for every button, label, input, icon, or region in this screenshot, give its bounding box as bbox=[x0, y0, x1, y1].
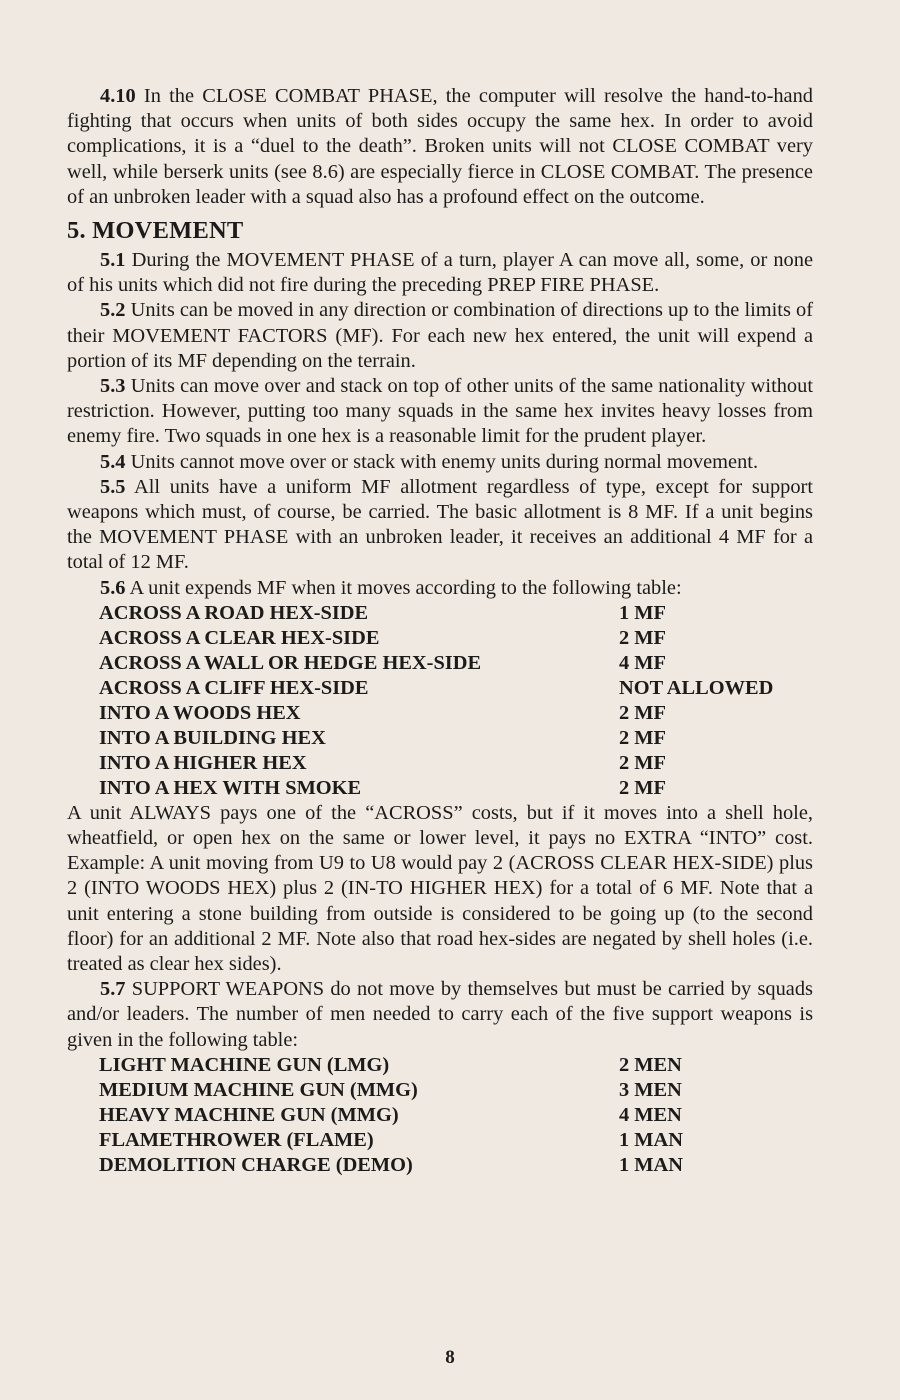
table-row bbox=[99, 1103, 813, 1128]
table-row bbox=[99, 751, 813, 776]
table-key: MEDIUM MACHINE GUN (MMG) bbox=[99, 1078, 418, 1101]
table-key: ACROSS A WALL OR HEDGE HEX-SIDE bbox=[99, 651, 482, 674]
table-row bbox=[99, 601, 813, 626]
paragraph-5-6 bbox=[67, 576, 813, 601]
table-value: 4 MF bbox=[619, 651, 666, 674]
table-value: 2 MF bbox=[619, 776, 666, 799]
paragraph-after-table: A unit ALWAYS pays one of the “ACROSS” costs, but if it moves into a shell hole, wheatfield, or open hex on the same or lower level, it pays no EXTRA “INTO” cost. Example: A unit moving from U9 to U8 would pay 2 (ACROSS CLEAR HEX-SIDE) plus 2 (INTO WOODS HEX) plus 2 (IN-TO HIGHER HEX) for a total of 6 MF. Note that a unit entering a stone building from outside is considered to be going up (to the second floor) for an additional 2 MF. Note also that road hex-sides are negated by shell holes (i.e. treated as clear hex sides). bbox=[67, 801, 813, 976]
table-row bbox=[99, 726, 813, 751]
paragraph-number: 5.4 bbox=[100, 450, 126, 473]
table-value: 2 MF bbox=[619, 726, 666, 749]
table-key: INTO A WOODS HEX bbox=[99, 701, 301, 724]
table-value: 1 MAN bbox=[619, 1153, 683, 1176]
table-key: INTO A HEX WITH SMOKE bbox=[99, 776, 362, 799]
table-value: 4 MEN bbox=[619, 1103, 682, 1126]
table-value: 2 MEN bbox=[619, 1053, 682, 1076]
paragraph-number: 5.3 bbox=[100, 375, 126, 398]
table-row bbox=[99, 701, 813, 726]
mf-cost-table bbox=[99, 601, 813, 801]
paragraph-text: Units can move over and stack on top of other units of the same nationality without restriction. However, putting too many squads in the same hex invites heavy losses from enemy fire. Two squads in one hex is a reasonable limit for the prudent player. bbox=[67, 375, 813, 448]
table-key: INTO A BUILDING HEX bbox=[99, 726, 326, 749]
paragraph-number: 5.7 bbox=[100, 978, 126, 1001]
table-value: 3 MEN bbox=[619, 1078, 682, 1101]
table-row bbox=[99, 676, 813, 701]
paragraph-5-4 bbox=[67, 450, 813, 475]
table-key: ACROSS A CLEAR HEX-SIDE bbox=[99, 626, 380, 649]
paragraph-number: 4.10 bbox=[100, 85, 136, 107]
paragraph-5-7 bbox=[67, 977, 813, 1053]
paragraph-4-10 bbox=[67, 84, 813, 210]
table-row bbox=[99, 1128, 813, 1153]
table-value: NOT ALLOWED bbox=[619, 676, 774, 699]
paragraph-text: A unit expends MF when it moves according to the following table: bbox=[125, 576, 682, 599]
table-row bbox=[99, 626, 813, 651]
table-key: ACROSS A ROAD HEX-SIDE bbox=[99, 601, 369, 624]
paragraph-text: SUPPORT WEAPONS do not move by themselves but must be carried by squads and/or leaders. The number of men needed to carry each of the five support weapons is given in the following table: bbox=[67, 978, 813, 1051]
paragraph-text: Units can be moved in any direction or combination of directions up to the limits of their MOVEMENT FACTORS (MF). For each new hex entered, the unit will expend a portion of its MF depending on the terrain. bbox=[67, 299, 813, 372]
table-key: ACROSS A CLIFF HEX-SIDE bbox=[99, 676, 369, 699]
table-value: 2 MF bbox=[619, 751, 666, 774]
paragraph-number: 5.2 bbox=[100, 299, 126, 322]
paragraph-number: 5.1 bbox=[100, 249, 126, 272]
table-key: HEAVY MACHINE GUN (MMG) bbox=[99, 1103, 399, 1126]
table-row bbox=[99, 1053, 813, 1078]
table-row bbox=[99, 1153, 813, 1178]
page-body bbox=[67, 84, 813, 1178]
support-weapons-table bbox=[99, 1053, 813, 1178]
section-heading: 5. MOVEMENT bbox=[67, 217, 244, 245]
paragraph-5-1 bbox=[67, 248, 813, 298]
paragraph-5-5 bbox=[67, 475, 813, 576]
table-key: INTO A HIGHER HEX bbox=[99, 751, 307, 774]
table-key: DEMOLITION CHARGE (DEMO) bbox=[99, 1153, 413, 1176]
paragraph-number: 5.5 bbox=[100, 475, 126, 498]
table-key: LIGHT MACHINE GUN (LMG) bbox=[99, 1053, 390, 1076]
paragraph-text: All units have a uniform MF allotment regardless of type, except for support weapons which must, of course, be carried. The basic allotment is 8 MF. If a unit begins the MOVEMENT PHASE with an unbroken leader, it receives an additional 4 MF for a total of 12 MF. bbox=[67, 475, 813, 574]
table-value: 1 MF bbox=[619, 601, 666, 624]
page-number: 8 bbox=[445, 1347, 455, 1368]
paragraph-5-3 bbox=[67, 374, 813, 450]
paragraph-number: 5.6 bbox=[100, 576, 126, 599]
paragraph-text: During the MOVEMENT PHASE of a turn, player A can move all, some, or none of his units which did not fire during the preceding PREP FIRE PHASE. bbox=[67, 249, 813, 297]
table-value: 1 MAN bbox=[619, 1128, 683, 1151]
table-row bbox=[99, 776, 813, 801]
table-value: 2 MF bbox=[619, 701, 666, 724]
paragraph-text: Units cannot move over or stack with enemy units during normal movement. bbox=[125, 450, 759, 473]
table-value: 2 MF bbox=[619, 626, 666, 649]
table-key: FLAMETHROWER (FLAME) bbox=[99, 1128, 374, 1151]
table-row bbox=[99, 1078, 813, 1103]
table-row bbox=[99, 651, 813, 676]
paragraph-5-2 bbox=[67, 298, 813, 374]
paragraph-text: In the CLOSE COMBAT PHASE, the computer will resolve the hand-to-hand fighting that occurs when units of both sides occupy the same hex. In order to avoid complications, it is a “duel to the death”. Broken units will not CLOSE COMBAT very well, while berserk units (see 8.6) are especially fierce in CLOSE COMBAT. The presence of an unbroken leader with a squad also has a profound effect on the outcome. bbox=[67, 85, 813, 208]
